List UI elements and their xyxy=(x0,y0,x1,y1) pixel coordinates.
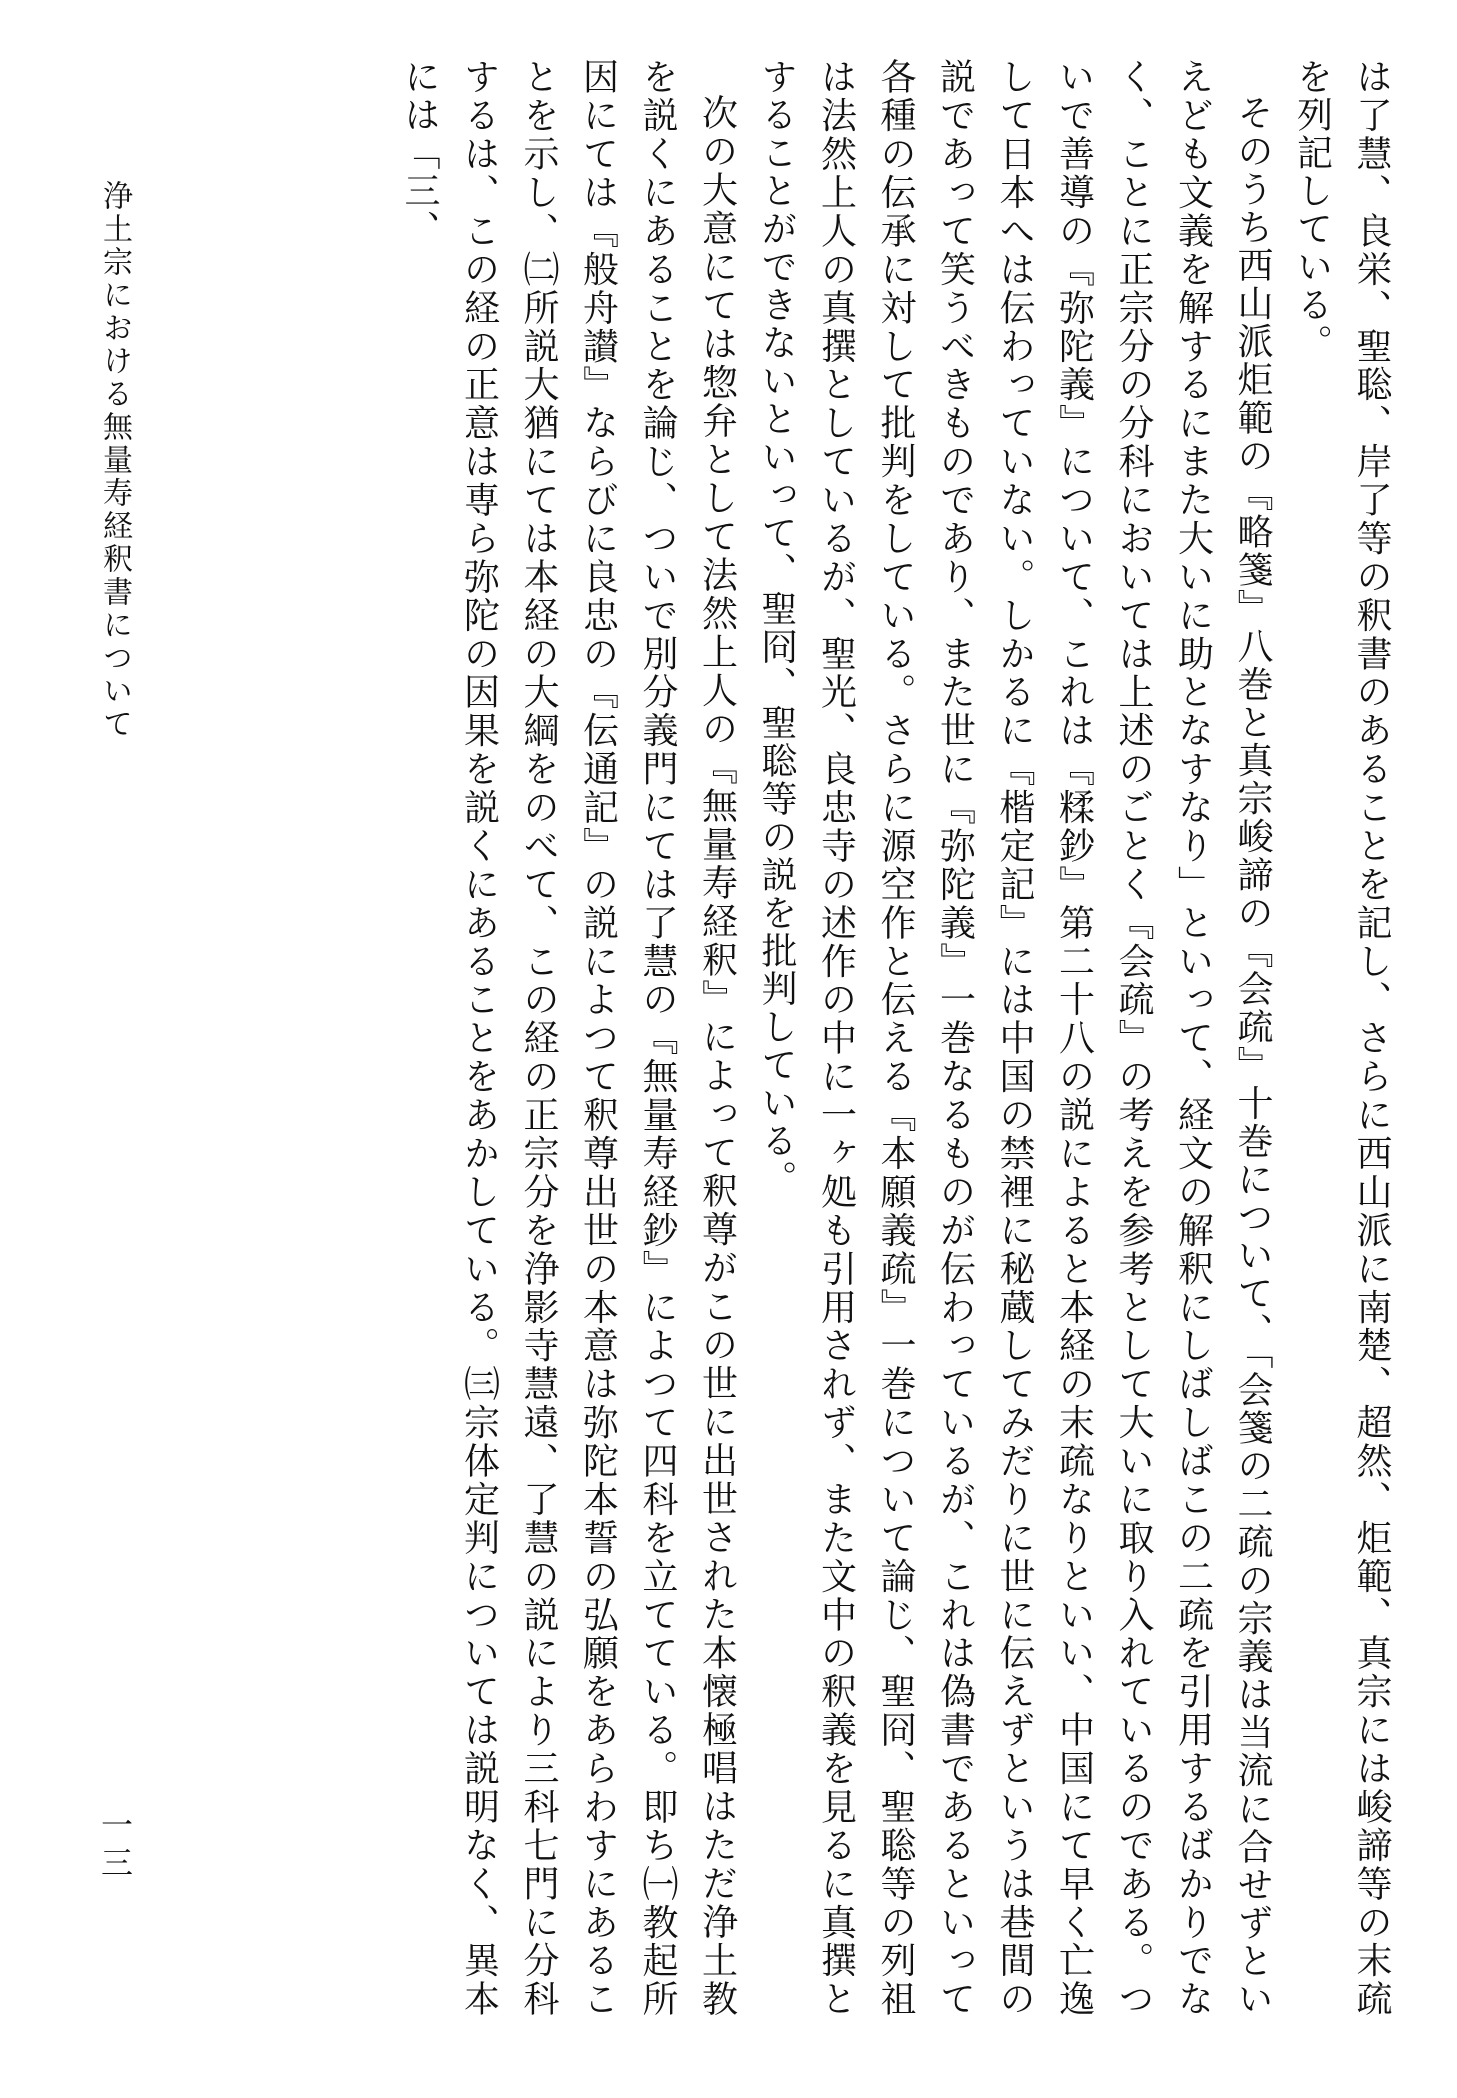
paragraph-2: そのうち西山派炬範の『略箋』八巻と真宗峻諦の『会疏』十巻について、「会箋の二疏の宗義は当流に合せずといえども文義を解するにまた大いに助となすなり」といって、経文の解釈にしばしばこの二疏を引用するばかりでなく、ことに正宗分の分科においては上述のごとく『会疏』の考えを参考として大いに取り入れているのである。ついで善導の『弥陀義』について、これは『糅鈔』第二十八の説によると本経の末疏なりといい、中国にて早く亡逸して日本へは伝わっていない。しかるに『楷定記』には中国の禁裡に秘蔵してみだりに世に伝えずというは巷間の説であって笑うべきものであり、また世に『弥陀義』一巻なるものが伝わっているが、これは偽書であるといって各種の伝承に対して批判をしている。さらに源空作と伝える『本願義疏』一巻について論じ、聖冏、聖聡等の列祖は法然上人の真撰としているが、聖光、良忠寺の述作の中に一ヶ処も引用されず、また文中の釈義を見るに真撰とすることができないといって、聖冏、聖聡等の説を批判している。 xyxy=(756,58,1273,2019)
running-head: 浄土宗における無量寿経釈書について xyxy=(97,180,132,741)
paragraph-3: 次の大意にては惣弁として法然上人の『無量寿経釈』によって釈尊がこの世に出世された本懐極唱はただ浄土教を説くにあることを論じ、ついで別分義門にては了慧の『無量寿経鈔』によつて四科を立てている。即ち㈠教起所因にては『般舟讃』ならびに良忠の『伝通記』の説によつて釈尊出世の本意は弥陀本誓の弘願をあらわすにあることを示し、㈡所説大猶にては本経の大綱をのべて、この経の正宗分を浄影寺慧遠、了慧の説により三科七門に分科するは、この経の正意は専ら弥陀の因果を説くにあることをあかしている。㈢宗体定判については説明なく、異本には「三、 xyxy=(399,58,738,2019)
body-text xyxy=(390,58,1402,2018)
paragraph-1: は了慧、良栄、聖聡、岸了等の釈書のあることを記し、さらに西山派に南楚、超然、炬範、真宗には峻諦等の末疏を列記している。 xyxy=(1291,58,1392,2018)
page-number: 一三 xyxy=(96,1808,134,1884)
